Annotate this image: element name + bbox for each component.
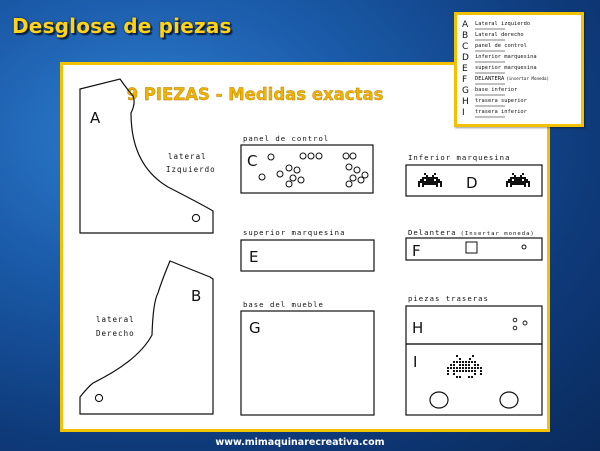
footer-url: www.mimaquinarecreativa.com bbox=[215, 437, 385, 448]
piece-f-coin-hole bbox=[522, 245, 526, 249]
piece-e-letter: E bbox=[249, 248, 259, 266]
piece-f-heading-main: Delantera bbox=[408, 228, 457, 237]
piece-d-heading: Inferior marquesina bbox=[408, 153, 511, 162]
legend-item-f bbox=[462, 75, 549, 85]
piece-a-letter: A bbox=[90, 109, 101, 127]
legend-label: base inferior bbox=[475, 87, 518, 93]
legend-item-c bbox=[462, 42, 527, 52]
piece-f-coin-slot bbox=[466, 242, 477, 253]
piece-a-label-line1: lateral bbox=[168, 152, 207, 161]
legend-item-e bbox=[462, 64, 537, 74]
piece-b-label-line1: lateral bbox=[96, 315, 135, 324]
legend-label: trasera superior bbox=[475, 98, 527, 104]
legend-label: superior marquesina bbox=[475, 65, 537, 71]
piece-d-invader-right bbox=[506, 173, 530, 187]
piece-h-hole-3 bbox=[523, 321, 527, 325]
piece-g-heading: base del mueble bbox=[243, 300, 324, 309]
piece-c-heading: panel de control bbox=[243, 134, 330, 143]
legend-item-i bbox=[462, 108, 528, 118]
piece-f-letter: F bbox=[412, 242, 421, 260]
legend-letter: F bbox=[462, 75, 468, 85]
piece-f-heading-sub: (Insertar moneda) bbox=[460, 231, 535, 237]
legend-label: panel de control bbox=[475, 43, 527, 49]
piece-c-outline bbox=[241, 145, 373, 193]
piece-g-outline bbox=[241, 311, 374, 415]
legend-list bbox=[457, 15, 581, 124]
legend-label: Lateral izquierdo bbox=[475, 21, 531, 27]
piece-f-outline bbox=[406, 238, 542, 260]
legend-item-b bbox=[462, 31, 524, 41]
legend-letter: C bbox=[462, 42, 469, 52]
legend-letter: A bbox=[462, 20, 469, 30]
legend-letter: E bbox=[462, 64, 468, 74]
piece-h-hole-1 bbox=[513, 318, 517, 322]
piece-b-letter: B bbox=[191, 287, 202, 305]
piece-h-outline bbox=[406, 306, 542, 344]
piece-e-outline bbox=[241, 240, 374, 271]
diagram-subtitle: 9 PIEZAS - Medidas exactas bbox=[126, 85, 384, 104]
piece-d-letter: D bbox=[466, 174, 478, 192]
legend-letter: D bbox=[462, 53, 469, 63]
piece-b-hole bbox=[95, 394, 102, 401]
piece-h-heading: piezas traseras bbox=[408, 294, 489, 303]
legend-letter: G bbox=[462, 86, 469, 96]
legend-letter: B bbox=[462, 31, 469, 41]
piece-c-letter: C bbox=[247, 152, 258, 170]
piece-h-hole-2 bbox=[513, 326, 517, 330]
piece-b-label-line2: Derecho bbox=[96, 329, 135, 338]
legend-label: Lateral derecho bbox=[475, 32, 524, 38]
pieces-legend bbox=[454, 12, 584, 127]
piece-e-heading: superior marquesina bbox=[243, 228, 346, 237]
piece-a-label-line2: Izquierdo bbox=[166, 165, 216, 174]
piece-i-letter: I bbox=[413, 353, 418, 371]
legend-label: DELANTERA (insertar Moneda) bbox=[475, 76, 550, 82]
piece-f-heading bbox=[408, 228, 535, 237]
piece-h-letter: H bbox=[412, 319, 424, 337]
piece-i-outline bbox=[406, 344, 542, 415]
piece-i-speaker-grille bbox=[447, 355, 482, 378]
legend-item-g bbox=[462, 86, 518, 96]
piece-g-letter: G bbox=[249, 319, 261, 337]
piece-a-hole bbox=[192, 214, 199, 221]
piece-d-invader-left bbox=[418, 173, 442, 187]
piece-c-buttons bbox=[259, 153, 368, 187]
piece-i-speaker-left bbox=[430, 392, 448, 408]
legend-letter: H bbox=[462, 97, 469, 107]
legend-item-h bbox=[462, 97, 528, 107]
legend-item-a bbox=[462, 20, 530, 30]
legend-label: trasera inferior bbox=[475, 109, 527, 115]
slide-title: Desglose de piezas bbox=[12, 14, 232, 38]
legend-item-d bbox=[462, 53, 537, 63]
piece-i-speaker-right bbox=[500, 392, 518, 408]
legend-letter: I bbox=[462, 108, 465, 118]
legend-label: inferior marquesina bbox=[475, 54, 537, 60]
